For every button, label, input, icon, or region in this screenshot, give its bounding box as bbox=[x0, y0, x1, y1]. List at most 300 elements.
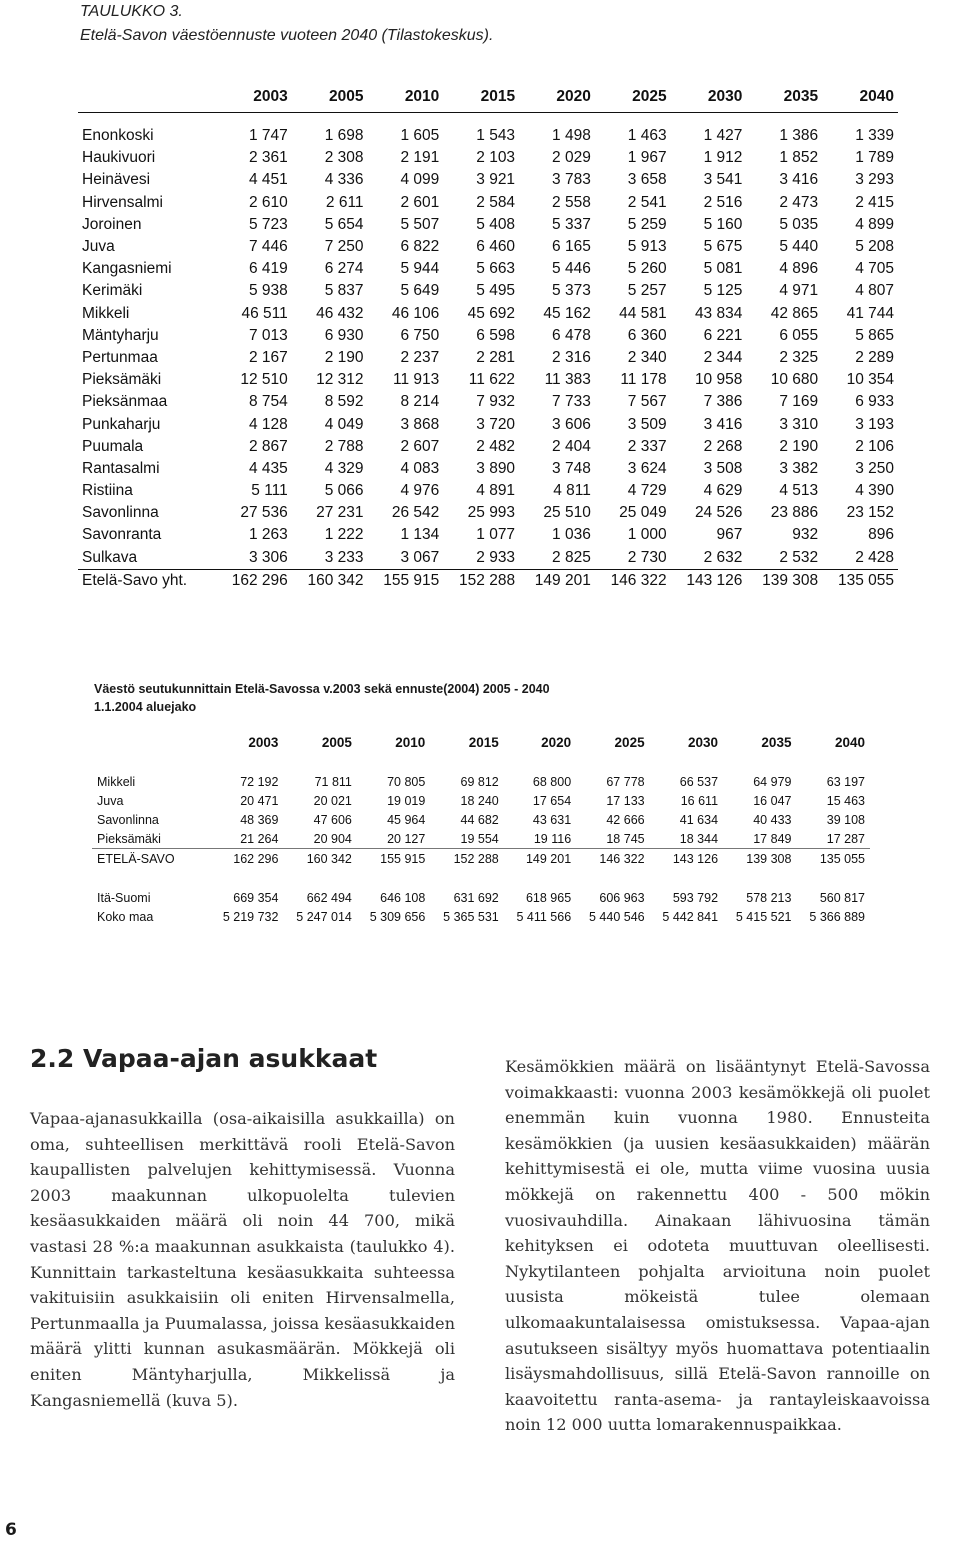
population-value: 1 427 bbox=[703, 127, 743, 145]
population-value: 2 867 bbox=[248, 437, 288, 455]
population-value: 2 730 bbox=[627, 548, 667, 566]
population-value: 1 912 bbox=[703, 149, 743, 167]
population-value: 4 976 bbox=[400, 482, 440, 500]
region-value: 18 240 bbox=[460, 793, 499, 808]
region-name: Pieksämäki bbox=[92, 829, 210, 849]
population-value: 3 416 bbox=[703, 415, 743, 433]
spacer-row bbox=[78, 113, 898, 126]
population-value: 6 055 bbox=[779, 326, 819, 344]
comparison-value: 606 963 bbox=[599, 890, 645, 905]
population-value: 1 000 bbox=[627, 526, 667, 544]
population-value: 2 289 bbox=[855, 348, 894, 366]
population-value: 2 428 bbox=[855, 548, 894, 566]
population-value: 46 432 bbox=[316, 304, 364, 322]
population-value: 44 581 bbox=[619, 304, 667, 322]
municipality-name: Sulkava bbox=[82, 548, 138, 566]
population-value: 5 160 bbox=[703, 215, 743, 233]
region-value: 149 201 bbox=[525, 851, 572, 866]
population-value: 2 268 bbox=[703, 437, 743, 455]
region-value: 69 812 bbox=[460, 774, 499, 789]
population-value: 4 390 bbox=[855, 482, 894, 500]
municipality-name: Pieksämäki bbox=[82, 371, 162, 389]
population-value: 4 896 bbox=[779, 260, 819, 278]
population-value: 5 260 bbox=[627, 260, 667, 278]
population-value: 6 360 bbox=[627, 326, 667, 344]
population-value: 1 077 bbox=[476, 526, 516, 544]
region-value: 18 344 bbox=[650, 829, 723, 849]
population-value: 12 510 bbox=[240, 371, 288, 389]
municipality-name: Kerimäki bbox=[82, 282, 143, 300]
region-value: 146 322 bbox=[599, 851, 645, 866]
population-value: 27 231 bbox=[316, 504, 364, 522]
population-value: 42 865 bbox=[770, 304, 819, 322]
comparison-value: 5 309 656 bbox=[369, 909, 426, 924]
population-value: 4 513 bbox=[779, 482, 819, 500]
population-value: 2 325 bbox=[779, 348, 819, 366]
year-header: 2040 bbox=[834, 734, 865, 750]
population-value: 1 134 bbox=[400, 526, 440, 544]
region-value: 44 682 bbox=[460, 812, 499, 827]
population-value: 5 257 bbox=[627, 282, 667, 300]
population-value: 4 451 bbox=[248, 171, 288, 189]
population-value: 896 bbox=[868, 526, 894, 544]
municipality-name: Mäntyharju bbox=[82, 326, 159, 344]
municipality-name: Heinävesi bbox=[82, 171, 151, 189]
population-value: 5 373 bbox=[552, 282, 591, 300]
population-value: 5 837 bbox=[324, 282, 364, 300]
population-value: 5 649 bbox=[400, 282, 440, 300]
region-value: 16 047 bbox=[753, 793, 792, 808]
population-value: 5 408 bbox=[476, 215, 516, 233]
table-row bbox=[78, 147, 898, 169]
region-row bbox=[92, 791, 870, 810]
population-value: 2 788 bbox=[324, 437, 364, 455]
population-value: 1 222 bbox=[324, 526, 364, 544]
population-value: 12 312 bbox=[316, 371, 364, 389]
region-value: 42 666 bbox=[606, 812, 645, 827]
comparison-row bbox=[92, 888, 870, 907]
comparison-value: 669 354 bbox=[233, 890, 279, 905]
municipality-name: Puumala bbox=[82, 437, 144, 455]
header-blank-cell bbox=[92, 730, 210, 754]
population-value: 1 747 bbox=[248, 127, 288, 145]
population-value: 43 834 bbox=[694, 304, 743, 322]
comparison-value: 593 792 bbox=[672, 890, 719, 905]
population-value: 5 507 bbox=[400, 215, 440, 233]
population-value: 24 526 bbox=[694, 504, 743, 522]
region-value: 16 611 bbox=[680, 793, 719, 808]
table-row bbox=[78, 480, 898, 502]
population-value: 4 435 bbox=[248, 459, 288, 477]
population-value: 6 930 bbox=[324, 326, 364, 344]
population-value: 3 868 bbox=[400, 415, 440, 433]
region-value: 20 127 bbox=[357, 829, 430, 849]
municipality-name: Pertunmaa bbox=[82, 348, 158, 366]
year-header: 2003 bbox=[248, 734, 279, 750]
population-value: 4 807 bbox=[855, 282, 894, 300]
comparison-value: 5 440 546 bbox=[588, 909, 645, 924]
population-value: 4 128 bbox=[248, 415, 288, 433]
comparison-value: 618 965 bbox=[525, 890, 572, 905]
population-value: 1 263 bbox=[248, 526, 288, 544]
spacer-cell bbox=[78, 113, 898, 126]
population-value: 3 783 bbox=[552, 171, 591, 189]
population-value: 11 622 bbox=[468, 371, 516, 389]
region-value: 67 778 bbox=[606, 774, 645, 789]
page-number: 6 bbox=[5, 1520, 17, 1540]
total-value: 146 322 bbox=[595, 569, 671, 592]
population-value: 2 404 bbox=[552, 437, 591, 455]
comparison-value: 662 494 bbox=[306, 890, 352, 905]
population-value: 3 748 bbox=[552, 459, 591, 477]
population-value: 5 913 bbox=[627, 238, 667, 256]
population-value: 2 103 bbox=[476, 149, 516, 167]
municipality-name: Mikkeli bbox=[82, 304, 130, 322]
population-value: 5 663 bbox=[476, 260, 516, 278]
population-value: 1 339 bbox=[855, 127, 894, 145]
table-row bbox=[78, 325, 898, 347]
table-row bbox=[78, 347, 898, 369]
total-value: 152 288 bbox=[443, 569, 519, 592]
population-value: 5 654 bbox=[324, 215, 364, 233]
population-forecast-table bbox=[78, 82, 898, 592]
region-value: 39 108 bbox=[826, 812, 865, 827]
table-caption bbox=[80, 0, 493, 48]
population-value: 2 607 bbox=[400, 437, 440, 455]
population-value: 4 971 bbox=[779, 282, 819, 300]
population-value: 2 106 bbox=[855, 437, 894, 455]
population-value: 5 723 bbox=[248, 215, 288, 233]
region-value: 20 021 bbox=[313, 793, 352, 808]
total-label: Etelä-Savo yht. bbox=[78, 569, 216, 592]
caption-title: Etelä-Savon väestöennuste vuoteen 2040 (Tilastokeskus). bbox=[80, 27, 494, 44]
population-value: 932 bbox=[792, 526, 819, 544]
population-value: 2 190 bbox=[779, 437, 819, 455]
region-value: 40 433 bbox=[753, 812, 792, 827]
spacer-row bbox=[92, 868, 870, 888]
population-value: 4 049 bbox=[324, 415, 364, 433]
region-value: 19 554 bbox=[430, 829, 503, 849]
population-value: 4 891 bbox=[476, 482, 516, 500]
region-value: 19 116 bbox=[504, 829, 576, 849]
table-row bbox=[78, 524, 898, 546]
municipality-name: Ristiina bbox=[82, 482, 133, 500]
spacer-cell bbox=[92, 868, 870, 888]
table-row bbox=[78, 214, 898, 236]
population-value: 4 099 bbox=[400, 171, 440, 189]
region-value: 17 849 bbox=[723, 829, 796, 849]
population-value: 3 624 bbox=[627, 459, 667, 477]
population-value: 5 446 bbox=[552, 260, 591, 278]
region-value: 43 631 bbox=[532, 812, 572, 827]
population-value: 8 214 bbox=[400, 393, 440, 411]
region-value: 162 296 bbox=[233, 851, 279, 866]
population-value: 27 536 bbox=[240, 504, 288, 522]
population-value: 25 049 bbox=[619, 504, 667, 522]
population-value: 4 336 bbox=[324, 171, 364, 189]
comparison-value: 631 692 bbox=[453, 890, 499, 905]
population-value: 2 933 bbox=[476, 548, 516, 566]
municipality-name: Kangasniemi bbox=[82, 260, 172, 278]
year-header: 2035 bbox=[746, 82, 822, 113]
population-value: 46 511 bbox=[241, 304, 288, 322]
population-value: 2 308 bbox=[324, 149, 364, 167]
total-row bbox=[78, 569, 898, 592]
population-value: 2 415 bbox=[855, 193, 894, 211]
population-value: 26 542 bbox=[391, 504, 440, 522]
region-table-title-line2: 1.1.2004 aluejako bbox=[94, 700, 197, 714]
region-value: 139 308 bbox=[746, 851, 792, 866]
population-value: 2 361 bbox=[248, 149, 288, 167]
population-value: 3 193 bbox=[855, 415, 894, 433]
population-value: 2 825 bbox=[552, 548, 591, 566]
header-blank-cell bbox=[78, 82, 216, 113]
population-value: 11 178 bbox=[620, 371, 667, 389]
population-value: 7 013 bbox=[248, 326, 288, 344]
region-name: ETELÄ-SAVO bbox=[97, 851, 175, 866]
year-header: 2010 bbox=[395, 734, 426, 750]
municipality-name: Haukivuori bbox=[82, 149, 156, 167]
population-value: 6 933 bbox=[855, 393, 894, 411]
population-value: 1 605 bbox=[400, 127, 440, 145]
table-row bbox=[78, 280, 898, 302]
population-value: 11 383 bbox=[544, 371, 591, 389]
population-value: 3 720 bbox=[476, 415, 516, 433]
population-value: 4 629 bbox=[703, 482, 743, 500]
total-value: 143 126 bbox=[671, 569, 747, 592]
table-row bbox=[78, 502, 898, 524]
region-value: 135 055 bbox=[819, 851, 865, 866]
population-value: 3 508 bbox=[703, 459, 743, 477]
population-value: 3 067 bbox=[400, 548, 440, 566]
caption-label: TAULUKKO 3. bbox=[80, 3, 183, 20]
population-value: 2 632 bbox=[703, 548, 743, 566]
population-value: 4 705 bbox=[855, 260, 894, 278]
population-value: 5 125 bbox=[703, 282, 743, 300]
region-value: 17 133 bbox=[606, 793, 645, 808]
year-header: 2010 bbox=[368, 82, 444, 113]
population-value: 3 890 bbox=[476, 459, 516, 477]
population-value: 23 152 bbox=[846, 504, 894, 522]
body-text-right: Kesämökkien määrä on lisääntynyt Etelä-Savossa voimakkaasti: vuonna 2003 kesämökkejä oli puolet enemmän kuin vuonna 1980. Ennusteita kesämökkien (ja uusien kesäasukkaiden) määrän kehittymisestä ei ole, mutta viime vuosina uusia mökkejä on rakennettu 400 - 500 mökin vuosivauhdilla. Ainakaan lähivuosina tämän kehityksen ei odoteta muuttuvan oleellisesti. Nykytilanteen pohjalta arvioituna noin puolet uusista mökeistä tulee olemaan ulkomaakuntalaisessa omistuksessa. Vapaa-ajan asutukseen sisältyy myös huomattava potentiaalin lisäysmahdollisuus, sillä Etelä-Savon rannoille on kaavoitettu ranta-asema- ja rantayleiskaavoissa noin 12 000 uutta lomarakennuspaikkaa. bbox=[505, 1057, 930, 1435]
comparison-value: 578 213 bbox=[746, 890, 792, 905]
population-value: 7 932 bbox=[476, 393, 516, 411]
population-value: 2 601 bbox=[400, 193, 440, 211]
region-value: 64 979 bbox=[753, 774, 792, 789]
total-value: 135 055 bbox=[822, 569, 898, 592]
population-value: 6 221 bbox=[703, 326, 743, 344]
population-value: 1 463 bbox=[627, 127, 667, 145]
region-value: 17 654 bbox=[532, 793, 572, 808]
region-value: 17 287 bbox=[796, 829, 870, 849]
population-value: 3 233 bbox=[324, 548, 364, 566]
population-value: 1 789 bbox=[855, 149, 894, 167]
population-value: 5 111 bbox=[251, 482, 288, 500]
table-row bbox=[78, 413, 898, 435]
population-value: 3 293 bbox=[855, 171, 894, 189]
year-header: 2030 bbox=[671, 82, 747, 113]
comparison-value: 646 108 bbox=[380, 890, 426, 905]
population-value: 2 610 bbox=[248, 193, 288, 211]
population-value: 3 921 bbox=[476, 171, 516, 189]
population-value: 3 509 bbox=[627, 415, 667, 433]
population-value: 2 191 bbox=[400, 149, 440, 167]
year-header: 2020 bbox=[541, 734, 572, 750]
total-value: 139 308 bbox=[746, 569, 822, 592]
table-row bbox=[78, 391, 898, 413]
population-value: 2 337 bbox=[627, 437, 667, 455]
population-value: 2 473 bbox=[779, 193, 819, 211]
region-value: 160 342 bbox=[306, 851, 352, 866]
population-value: 2 482 bbox=[476, 437, 516, 455]
population-value: 8 754 bbox=[248, 393, 288, 411]
municipality-name: Enonkoski bbox=[82, 127, 154, 145]
population-value: 1 852 bbox=[779, 149, 819, 167]
comparison-value: 560 817 bbox=[819, 890, 865, 905]
population-value: 2 340 bbox=[627, 348, 667, 366]
region-table-title bbox=[94, 680, 550, 716]
region-row bbox=[92, 829, 870, 849]
population-value: 3 382 bbox=[779, 459, 819, 477]
table-row bbox=[78, 369, 898, 391]
body-text-left: Vapaa-ajanasukkailla (osa-aikaisilla asukkailla) on oma, suhteellisen merkittävä rooli Etelä-Savon kaupallisten palvelujen kehittymisessä. Vuonna 2003 maakunnan ulkopuolelta tulevien kesäasukkaiden määrä oli noin 44 700, mikä vastasi 28 %:a maakunnan asukkaista (taulukko 4). Kunnittain tarkasteltuna kesäasukkaita suhteessa vakituisiin asukkaisiin oli eniten Hirvensalmella, Pertunmaalla ja Puumalassa, joissa kesäasukkaiden määrä ylitti kunnan asukasmäärän. Mökkejä oli eniten Mäntyharjulla, Mikkelissä ja Kangasniemellä (kuva 5). bbox=[30, 1109, 455, 1410]
population-value: 2 316 bbox=[552, 348, 591, 366]
comparison-name: Koko maa bbox=[97, 909, 154, 924]
comparison-value: 5 415 521 bbox=[735, 909, 792, 924]
municipality-name: Savonlinna bbox=[82, 504, 159, 522]
population-value: 25 993 bbox=[467, 504, 516, 522]
population-value: 7 446 bbox=[248, 238, 288, 256]
population-value: 3 541 bbox=[703, 171, 743, 189]
population-value: 7 733 bbox=[552, 393, 591, 411]
comparison-row bbox=[92, 907, 870, 926]
population-value: 5 208 bbox=[855, 238, 894, 256]
region-value: 66 537 bbox=[679, 774, 719, 789]
population-value: 5 035 bbox=[779, 215, 819, 233]
population-value: 6 750 bbox=[400, 326, 440, 344]
population-value: 5 440 bbox=[779, 238, 819, 256]
population-value: 6 460 bbox=[476, 238, 516, 256]
population-value: 3 310 bbox=[779, 415, 819, 433]
population-value: 1 543 bbox=[476, 127, 516, 145]
population-value: 2 344 bbox=[703, 348, 743, 366]
population-value: 5 938 bbox=[248, 282, 288, 300]
population-value: 45 692 bbox=[467, 304, 516, 322]
region-value: 155 915 bbox=[380, 851, 426, 866]
population-value: 46 106 bbox=[391, 304, 440, 322]
population-value: 4 329 bbox=[324, 459, 364, 477]
comparison-value: 5 366 889 bbox=[809, 909, 865, 924]
region-name: Juva bbox=[97, 793, 124, 808]
population-value: 4 811 bbox=[553, 482, 591, 500]
population-value: 2 541 bbox=[627, 193, 667, 211]
population-value: 2 558 bbox=[552, 193, 591, 211]
region-row bbox=[92, 810, 870, 829]
section-heading: 2.2 Vapaa-ajan asukkaat bbox=[30, 1044, 378, 1073]
region-value: 63 197 bbox=[826, 774, 865, 789]
population-value: 6 822 bbox=[400, 238, 440, 256]
region-value: 20 471 bbox=[240, 793, 279, 808]
population-value: 3 250 bbox=[855, 459, 894, 477]
population-value: 967 bbox=[716, 526, 743, 544]
population-value: 25 510 bbox=[543, 504, 591, 522]
comparison-name: Itä-Suomi bbox=[97, 890, 151, 905]
spacer-cell bbox=[92, 754, 870, 772]
region-row bbox=[92, 772, 870, 791]
table-row bbox=[78, 169, 898, 191]
table-header-row bbox=[78, 82, 898, 113]
population-value: 7 169 bbox=[779, 393, 819, 411]
population-value: 1 386 bbox=[779, 127, 819, 145]
region-table-title-line1: Väestö seutukunnittain Etelä-Savossa v.2003 sekä ennuste(2004) 2005 - 2040 bbox=[94, 682, 550, 696]
region-value: 68 800 bbox=[532, 774, 572, 789]
region-name: Savonlinna bbox=[97, 812, 159, 827]
population-value: 2 167 bbox=[248, 348, 288, 366]
population-value: 5 081 bbox=[703, 260, 743, 278]
municipality-name: Punkaharju bbox=[82, 415, 161, 433]
year-header: 2025 bbox=[614, 734, 645, 750]
population-value: 10 958 bbox=[694, 371, 743, 389]
region-value: 143 126 bbox=[672, 851, 719, 866]
year-header: 2005 bbox=[321, 734, 352, 750]
municipality-name: Joroinen bbox=[82, 215, 142, 233]
population-value: 2 237 bbox=[400, 348, 440, 366]
region-value: 15 463 bbox=[826, 793, 865, 808]
spacer-row bbox=[92, 754, 870, 772]
population-value: 5 944 bbox=[400, 260, 440, 278]
population-value: 5 066 bbox=[324, 482, 364, 500]
population-value: 2 584 bbox=[476, 193, 516, 211]
region-value: 20 904 bbox=[283, 829, 356, 849]
population-value: 7 386 bbox=[703, 393, 743, 411]
table-row bbox=[78, 547, 898, 570]
region-value: 45 964 bbox=[387, 812, 426, 827]
region-value: 70 805 bbox=[387, 774, 426, 789]
comparison-value: 5 219 732 bbox=[222, 909, 279, 924]
population-value: 5 675 bbox=[703, 238, 743, 256]
population-value: 8 592 bbox=[324, 393, 364, 411]
population-value: 1 498 bbox=[552, 127, 591, 145]
population-value: 2 190 bbox=[324, 348, 364, 366]
table-row bbox=[78, 458, 898, 480]
year-header: 2015 bbox=[443, 82, 519, 113]
region-table-body bbox=[92, 754, 870, 926]
region-table-header-row bbox=[92, 730, 870, 754]
population-value: 6 598 bbox=[476, 326, 516, 344]
region-row bbox=[92, 849, 870, 869]
comparison-value: 5 247 014 bbox=[296, 909, 352, 924]
population-value: 45 162 bbox=[543, 304, 591, 322]
year-header: 2003 bbox=[216, 82, 292, 113]
table-body bbox=[78, 113, 898, 592]
population-value: 5 495 bbox=[476, 282, 516, 300]
region-value: 41 634 bbox=[679, 812, 719, 827]
population-value: 6 419 bbox=[248, 260, 288, 278]
population-value: 23 886 bbox=[770, 504, 819, 522]
year-header: 2030 bbox=[687, 734, 719, 750]
comparison-value: 5 442 841 bbox=[662, 909, 719, 924]
population-value: 7 567 bbox=[627, 393, 667, 411]
population-value: 7 250 bbox=[324, 238, 364, 256]
year-header: 2025 bbox=[595, 82, 671, 113]
region-value: 72 192 bbox=[240, 774, 279, 789]
population-value: 3 658 bbox=[627, 171, 667, 189]
region-value: 18 745 bbox=[576, 829, 649, 849]
population-value: 5 865 bbox=[855, 326, 894, 344]
total-value: 162 296 bbox=[216, 569, 292, 592]
population-value: 2 611 bbox=[325, 193, 364, 211]
municipality-name: Juva bbox=[82, 238, 115, 256]
